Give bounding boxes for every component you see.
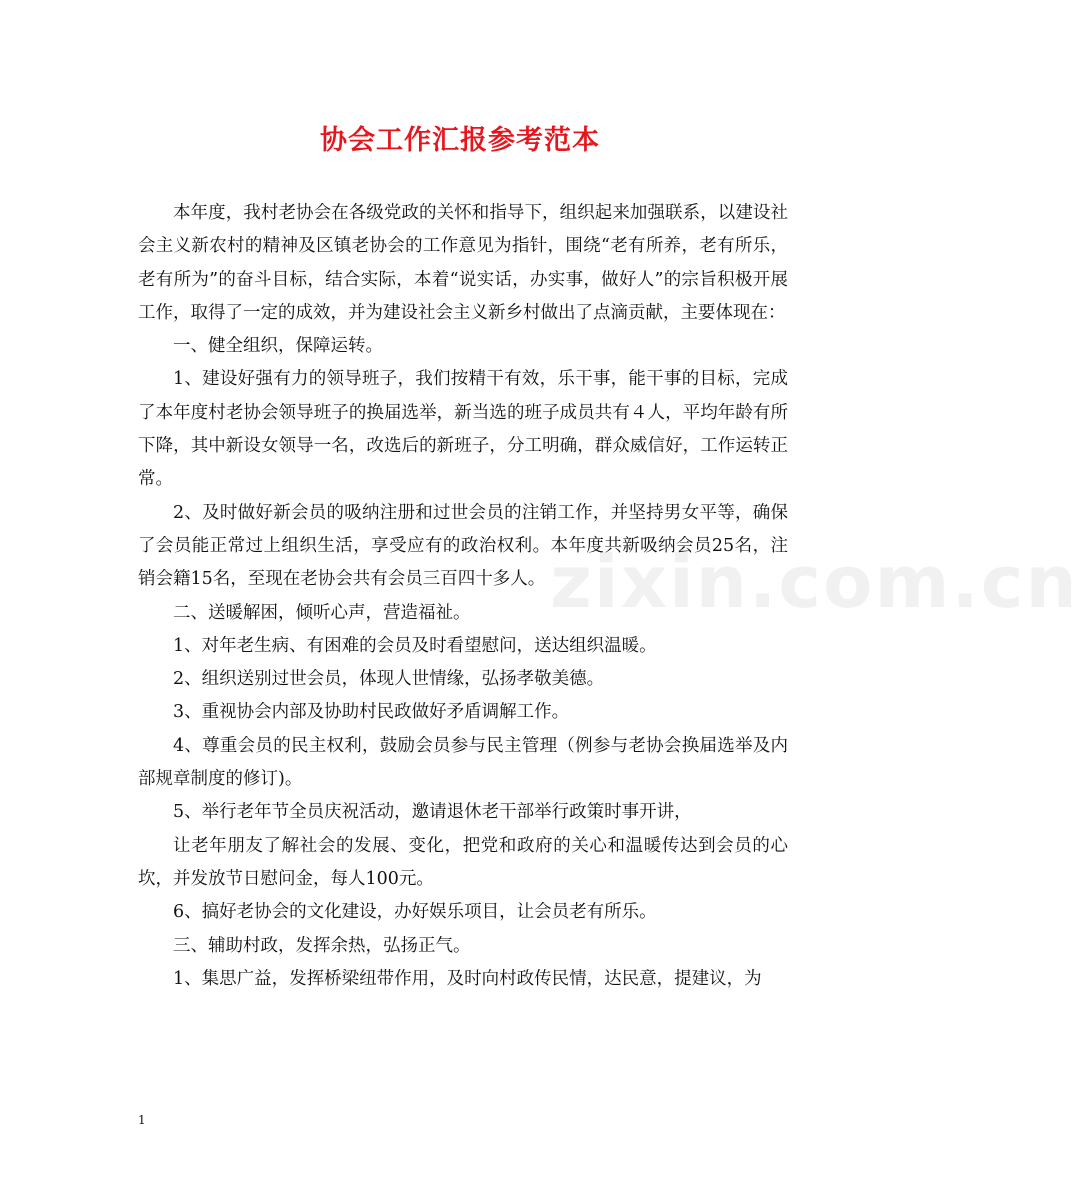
paragraph: 6、搞好老协会的文化建设，办好娱乐项目，让会员老有所乐。 — [173, 902, 657, 923]
paragraph: 2、及时做好新会员的吸纳注册和过世会员的注销工作，并坚持男女平等，确保了会员能正常过上组织生活，享受应有的政治权利。本年度共新吸纳会员25名，注销会籍15名，至现在老协会共有会员三百四十多人。 — [138, 502, 788, 590]
paragraph: 3、重视协会内部及协助村民政做好矛盾调解工作。 — [173, 702, 570, 723]
paragraph: 1、对年老生病、有困难的会员及时看望慰问，送达组织温暖。 — [173, 635, 657, 656]
paragraph: 4、尊重会员的民主权利，鼓励会员参与民主管理（例参与老协会换届选举及内部规章制度的修订)。 — [138, 735, 788, 790]
paragraph: 1、集思广益，发挥桥梁纽带作用，及时向村政传民情，达民意，提建议，为 — [173, 968, 762, 989]
paragraph: 一、健全组织，保障运转。 — [173, 336, 383, 357]
paragraph: 5、举行老年节全员庆祝活动，邀请退休老干部举行政策时事开讲， — [173, 802, 692, 823]
document-title: 协会工作汇报参考范本 — [320, 125, 600, 156]
paragraph: 2、组织送别过世会员，体现人世情缘，弘扬孝敬美德。 — [173, 669, 605, 690]
document-body — [138, 197, 788, 996]
paragraph: 本年度，我村老协会在各级党政的关怀和指导下，组织起来加强联系，以建设社会主义新农村的精神及区镇老协会的工作意见为指针，围绕“老有所养，老有所乐，老有所为”的奋斗目标，结合实际，本着“说实话，办实事，做好人”的宗旨积极开展工作，取得了一定的成效，并为建设社会主义新乡村做出了点滴贡献，主要体现在： — [138, 203, 788, 323]
paragraph: 二、送暖解困，倾听心声，营造福祉。 — [173, 602, 471, 623]
page-number: 1 — [138, 1113, 146, 1127]
paragraph: 1、建设好强有力的领导班子，我们按精干有效，乐干事，能干事的目标，完成了本年度村老协会领导班子的换届选举，新当选的班子成员共有４人，平均年龄有所下降，其中新设女领导一名，改选后的新班子，分工明确，群众威信好，工作运转正常。 — [138, 369, 788, 490]
paragraph: 三、辅助村政，发挥余热，弘扬正气。 — [173, 935, 471, 956]
watermark: zixin.com.cn — [550, 540, 1079, 624]
paragraph: 让老年朋友了解社会的发展、变化，把党和政府的关心和温暖传达到会员的心坎，并发放节日慰问金，每人100元。 — [138, 835, 788, 889]
